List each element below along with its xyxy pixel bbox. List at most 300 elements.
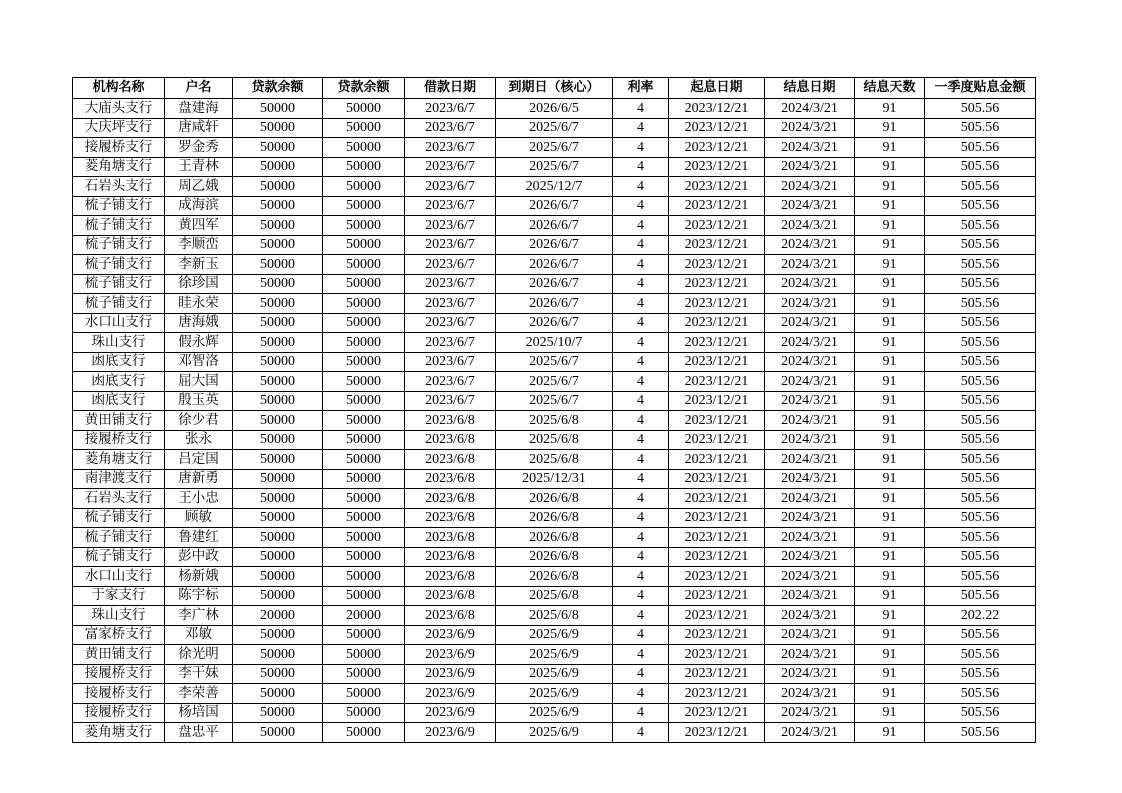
interest-rate-cell: 4 [613,586,669,606]
maturity-date-cell: 2025/6/9 [496,684,613,704]
settlement-days-cell: 91 [855,703,925,723]
settlement-days-cell: 91 [855,664,925,684]
interest-rate-cell: 4 [613,645,669,665]
maturity-date-cell: 2025/6/8 [496,586,613,606]
settlement-date-cell: 2024/3/21 [765,684,855,704]
account-name-cell: 罗金秀 [165,138,233,158]
loan-balance-2-cell: 50000 [323,157,405,177]
q1-subsidy-cell: 505.56 [925,547,1036,567]
branch-cell: 凼底支行 [73,391,165,411]
branch-cell: 梳子铺支行 [73,216,165,236]
account-name-cell: 盘建海 [165,99,233,119]
table-row [73,567,1036,587]
q1-subsidy-cell: 505.56 [925,723,1036,743]
loan-date-cell: 2023/6/7 [405,294,496,314]
loan-balance-cell: 50000 [233,138,323,158]
settlement-date-cell: 2024/3/21 [765,703,855,723]
branch-cell: 菱角塘支行 [73,157,165,177]
settlement-days-cell: 91 [855,235,925,255]
accrual-start-cell: 2023/12/21 [669,255,765,275]
branch-cell: 富家桥支行 [73,625,165,645]
q1-subsidy-cell: 505.56 [925,450,1036,470]
interest-rate-cell: 4 [613,547,669,567]
table-row [73,684,1036,704]
settlement-date-cell: 2024/3/21 [765,528,855,548]
maturity-date-cell: 2025/6/7 [496,372,613,392]
loan-date-cell: 2023/6/7 [405,333,496,353]
loan-date-cell: 2023/6/7 [405,177,496,197]
loan-date-cell: 2023/6/7 [405,372,496,392]
accrual-start-cell: 2023/12/21 [669,528,765,548]
account-name-cell: 李顺峦 [165,235,233,255]
loan-balance-2-cell: 50000 [323,177,405,197]
header-maturity-date: 到期日（核心） [496,78,613,99]
interest-rate-cell: 4 [613,99,669,119]
loan-balance-cell: 50000 [233,391,323,411]
header-loan-date: 借款日期 [405,78,496,99]
header-row [73,78,1036,99]
maturity-date-cell: 2026/6/8 [496,528,613,548]
accrual-start-cell: 2023/12/21 [669,567,765,587]
account-name-cell: 李荣善 [165,684,233,704]
settlement-days-cell: 91 [855,372,925,392]
settlement-days-cell: 91 [855,274,925,294]
loan-date-cell: 2023/6/7 [405,118,496,138]
loan-balance-2-cell: 50000 [323,372,405,392]
maturity-date-cell: 2026/6/8 [496,547,613,567]
table-row [73,664,1036,684]
settlement-days-cell: 91 [855,625,925,645]
header-settlement-days: 结息天数 [855,78,925,99]
table-row [73,235,1036,255]
q1-subsidy-cell: 505.56 [925,372,1036,392]
q1-subsidy-cell: 505.56 [925,645,1036,665]
settlement-date-cell: 2024/3/21 [765,606,855,626]
maturity-date-cell: 2025/12/7 [496,177,613,197]
header-branch: 机构名称 [73,78,165,99]
loan-date-cell: 2023/6/8 [405,411,496,431]
settlement-days-cell: 91 [855,99,925,119]
maturity-date-cell: 2025/6/7 [496,157,613,177]
loan-balance-cell: 50000 [233,118,323,138]
loan-balance-cell: 50000 [233,333,323,353]
account-name-cell: 李广林 [165,606,233,626]
q1-subsidy-cell: 505.56 [925,352,1036,372]
branch-cell: 水口山支行 [73,567,165,587]
loan-date-cell: 2023/6/8 [405,528,496,548]
interest-rate-cell: 4 [613,313,669,333]
header-q1-subsidy: 一季度贴息金额 [925,78,1036,99]
interest-rate-cell: 4 [613,430,669,450]
settlement-days-cell: 91 [855,411,925,431]
branch-cell: 珠山支行 [73,606,165,626]
table-row [73,411,1036,431]
loan-balance-2-cell: 50000 [323,352,405,372]
branch-cell: 接履桥支行 [73,684,165,704]
q1-subsidy-cell: 505.56 [925,567,1036,587]
loan-date-cell: 2023/6/8 [405,450,496,470]
branch-cell: 接履桥支行 [73,430,165,450]
table-row [73,274,1036,294]
branch-cell: 大庙头支行 [73,99,165,119]
settlement-days-cell: 91 [855,391,925,411]
loan-balance-cell: 50000 [233,723,323,743]
table-row [73,508,1036,528]
branch-cell: 凼底支行 [73,372,165,392]
settlement-date-cell: 2024/3/21 [765,216,855,236]
settlement-days-cell: 91 [855,157,925,177]
loan-date-cell: 2023/6/9 [405,625,496,645]
account-name-cell: 黄四军 [165,216,233,236]
settlement-date-cell: 2024/3/21 [765,547,855,567]
settlement-date-cell: 2024/3/21 [765,586,855,606]
account-name-cell: 陈宇标 [165,586,233,606]
loan-balance-2-cell: 50000 [323,333,405,353]
accrual-start-cell: 2023/12/21 [669,177,765,197]
interest-rate-cell: 4 [613,372,669,392]
settlement-days-cell: 91 [855,489,925,509]
accrual-start-cell: 2023/12/21 [669,352,765,372]
account-name-cell: 张永 [165,430,233,450]
table-row [73,547,1036,567]
settlement-date-cell: 2024/3/21 [765,508,855,528]
accrual-start-cell: 2023/12/21 [669,274,765,294]
table-row [73,99,1036,119]
loan-date-cell: 2023/6/7 [405,196,496,216]
interest-rate-cell: 4 [613,177,669,197]
loan-balance-cell: 50000 [233,489,323,509]
loan-date-cell: 2023/6/7 [405,235,496,255]
account-name-cell: 唐咸轩 [165,118,233,138]
interest-rate-cell: 4 [613,450,669,470]
accrual-start-cell: 2023/12/21 [669,606,765,626]
settlement-days-cell: 91 [855,684,925,704]
accrual-start-cell: 2023/12/21 [669,489,765,509]
branch-cell: 接履桥支行 [73,703,165,723]
branch-cell: 梳子铺支行 [73,508,165,528]
table-row [73,625,1036,645]
loan-balance-2-cell: 50000 [323,294,405,314]
loan-balance-cell: 50000 [233,567,323,587]
header-accrual-start: 起息日期 [669,78,765,99]
loan-balance-2-cell: 50000 [323,547,405,567]
settlement-date-cell: 2024/3/21 [765,118,855,138]
branch-cell: 凼底支行 [73,352,165,372]
branch-cell: 黄田铺支行 [73,645,165,665]
account-name-cell: 眭永荣 [165,294,233,314]
accrual-start-cell: 2023/12/21 [669,664,765,684]
q1-subsidy-cell: 505.56 [925,703,1036,723]
accrual-start-cell: 2023/12/21 [669,625,765,645]
accrual-start-cell: 2023/12/21 [669,508,765,528]
maturity-date-cell: 2025/6/7 [496,138,613,158]
interest-rate-cell: 4 [613,723,669,743]
q1-subsidy-cell: 505.56 [925,684,1036,704]
loan-date-cell: 2023/6/8 [405,547,496,567]
interest-rate-cell: 4 [613,216,669,236]
settlement-days-cell: 91 [855,138,925,158]
q1-subsidy-cell: 505.56 [925,664,1036,684]
loan-balance-cell: 50000 [233,586,323,606]
settlement-date-cell: 2024/3/21 [765,625,855,645]
maturity-date-cell: 2025/10/7 [496,333,613,353]
loan-date-cell: 2023/6/8 [405,508,496,528]
account-name-cell: 杨新娥 [165,567,233,587]
table-row [73,489,1036,509]
maturity-date-cell: 2026/6/5 [496,99,613,119]
loan-balance-cell: 50000 [233,469,323,489]
loan-balance-cell: 50000 [233,645,323,665]
accrual-start-cell: 2023/12/21 [669,450,765,470]
loan-date-cell: 2023/6/8 [405,489,496,509]
maturity-date-cell: 2026/6/7 [496,216,613,236]
account-name-cell: 杨培国 [165,703,233,723]
accrual-start-cell: 2023/12/21 [669,430,765,450]
branch-cell: 大庆坪支行 [73,118,165,138]
interest-rate-cell: 4 [613,294,669,314]
settlement-date-cell: 2024/3/21 [765,274,855,294]
loan-balance-2-cell: 50000 [323,430,405,450]
table-row [73,430,1036,450]
q1-subsidy-cell: 505.56 [925,255,1036,275]
loan-date-cell: 2023/6/7 [405,157,496,177]
account-name-cell: 屈大国 [165,372,233,392]
settlement-date-cell: 2024/3/21 [765,138,855,158]
maturity-date-cell: 2025/6/8 [496,450,613,470]
maturity-date-cell: 2026/6/8 [496,489,613,509]
accrual-start-cell: 2023/12/21 [669,196,765,216]
interest-rate-cell: 4 [613,391,669,411]
interest-rate-cell: 4 [613,157,669,177]
q1-subsidy-cell: 505.56 [925,430,1036,450]
loan-date-cell: 2023/6/9 [405,703,496,723]
account-name-cell: 王青林 [165,157,233,177]
loan-balance-2-cell: 20000 [323,606,405,626]
table-row [73,528,1036,548]
loan-balance-2-cell: 50000 [323,255,405,275]
loan-balance-2-cell: 50000 [323,684,405,704]
loan-balance-cell: 50000 [233,625,323,645]
branch-cell: 梳子铺支行 [73,235,165,255]
loan-date-cell: 2023/6/8 [405,430,496,450]
loan-balance-cell: 50000 [233,235,323,255]
account-name-cell: 殷玉英 [165,391,233,411]
settlement-days-cell: 91 [855,313,925,333]
loan-date-cell: 2023/6/7 [405,352,496,372]
interest-rate-cell: 4 [613,606,669,626]
settlement-days-cell: 91 [855,450,925,470]
table-row [73,157,1036,177]
accrual-start-cell: 2023/12/21 [669,333,765,353]
settlement-date-cell: 2024/3/21 [765,99,855,119]
settlement-days-cell: 91 [855,567,925,587]
branch-cell: 南津渡支行 [73,469,165,489]
branch-cell: 黄田铺支行 [73,411,165,431]
loan-balance-cell: 50000 [233,508,323,528]
loan-balance-cell: 50000 [233,372,323,392]
header-interest-rate: 利率 [613,78,669,99]
maturity-date-cell: 2025/6/7 [496,118,613,138]
settlement-date-cell: 2024/3/21 [765,723,855,743]
q1-subsidy-cell: 505.56 [925,489,1036,509]
loan-balance-2-cell: 50000 [323,528,405,548]
accrual-start-cell: 2023/12/21 [669,235,765,255]
loan-balance-cell: 50000 [233,547,323,567]
settlement-days-cell: 91 [855,586,925,606]
header-account-name: 户名 [165,78,233,99]
interest-rate-cell: 4 [613,508,669,528]
maturity-date-cell: 2025/6/8 [496,411,613,431]
table-row [73,333,1036,353]
accrual-start-cell: 2023/12/21 [669,138,765,158]
loan-balance-2-cell: 50000 [323,489,405,509]
settlement-date-cell: 2024/3/21 [765,489,855,509]
branch-cell: 石岩头支行 [73,177,165,197]
loan-balance-cell: 50000 [233,99,323,119]
loan-date-cell: 2023/6/7 [405,255,496,275]
header-loan-balance: 贷款余额 [233,78,323,99]
q1-subsidy-cell: 505.56 [925,333,1036,353]
interest-rate-cell: 4 [613,333,669,353]
interest-rate-cell: 4 [613,684,669,704]
account-name-cell: 徐光明 [165,645,233,665]
accrual-start-cell: 2023/12/21 [669,684,765,704]
loan-balance-2-cell: 50000 [323,508,405,528]
account-name-cell: 顾敏 [165,508,233,528]
q1-subsidy-cell: 505.56 [925,411,1036,431]
loan-date-cell: 2023/6/7 [405,99,496,119]
maturity-date-cell: 2026/6/7 [496,235,613,255]
table-row [73,372,1036,392]
table-row [73,216,1036,236]
branch-cell: 梳子铺支行 [73,294,165,314]
branch-cell: 梳子铺支行 [73,255,165,275]
loan-balance-cell: 50000 [233,528,323,548]
account-name-cell: 唐新勇 [165,469,233,489]
loan-balance-2-cell: 50000 [323,625,405,645]
settlement-days-cell: 91 [855,118,925,138]
loan-date-cell: 2023/6/7 [405,313,496,333]
loan-balance-2-cell: 50000 [323,567,405,587]
maturity-date-cell: 2025/6/8 [496,430,613,450]
loan-balance-cell: 50000 [233,196,323,216]
settlement-days-cell: 91 [855,606,925,626]
table-row [73,606,1036,626]
interest-rate-cell: 4 [613,664,669,684]
interest-rate-cell: 4 [613,469,669,489]
loan-balance-cell: 50000 [233,313,323,333]
settlement-date-cell: 2024/3/21 [765,469,855,489]
account-name-cell: 徐珍国 [165,274,233,294]
account-name-cell: 假永辉 [165,333,233,353]
loan-balance-cell: 50000 [233,430,323,450]
q1-subsidy-cell: 505.56 [925,528,1036,548]
settlement-date-cell: 2024/3/21 [765,196,855,216]
loan-balance-2-cell: 50000 [323,216,405,236]
loan-date-cell: 2023/6/9 [405,645,496,665]
q1-subsidy-cell: 505.56 [925,196,1036,216]
settlement-date-cell: 2024/3/21 [765,352,855,372]
maturity-date-cell: 2026/6/7 [496,313,613,333]
loan-balance-2-cell: 50000 [323,664,405,684]
table-row [73,255,1036,275]
q1-subsidy-cell: 505.56 [925,469,1036,489]
table-row [73,469,1036,489]
settlement-date-cell: 2024/3/21 [765,372,855,392]
loan-balance-2-cell: 50000 [323,586,405,606]
branch-cell: 梳子铺支行 [73,196,165,216]
loan-balance-2-cell: 50000 [323,723,405,743]
loan-interest-table [72,77,1036,743]
branch-cell: 接履桥支行 [73,664,165,684]
loan-date-cell: 2023/6/9 [405,684,496,704]
maturity-date-cell: 2025/6/9 [496,664,613,684]
table-row [73,177,1036,197]
account-name-cell: 王小忠 [165,489,233,509]
settlement-date-cell: 2024/3/21 [765,411,855,431]
account-name-cell: 成海滨 [165,196,233,216]
q1-subsidy-cell: 202.22 [925,606,1036,626]
loan-balance-2-cell: 50000 [323,703,405,723]
branch-cell: 菱角塘支行 [73,450,165,470]
account-name-cell: 彭中政 [165,547,233,567]
branch-cell: 梳子铺支行 [73,547,165,567]
loan-balance-cell: 50000 [233,274,323,294]
q1-subsidy-cell: 505.56 [925,157,1036,177]
loan-balance-2-cell: 50000 [323,411,405,431]
maturity-date-cell: 2025/6/9 [496,703,613,723]
maturity-date-cell: 2025/12/31 [496,469,613,489]
table-row [73,723,1036,743]
settlement-date-cell: 2024/3/21 [765,333,855,353]
loan-balance-cell: 50000 [233,352,323,372]
settlement-date-cell: 2024/3/21 [765,664,855,684]
account-name-cell: 盘忠平 [165,723,233,743]
settlement-date-cell: 2024/3/21 [765,294,855,314]
maturity-date-cell: 2026/6/7 [496,274,613,294]
settlement-date-cell: 2024/3/21 [765,645,855,665]
accrual-start-cell: 2023/12/21 [669,586,765,606]
loan-date-cell: 2023/6/8 [405,606,496,626]
settlement-date-cell: 2024/3/21 [765,567,855,587]
loan-balance-cell: 50000 [233,294,323,314]
account-name-cell: 周乙娥 [165,177,233,197]
settlement-days-cell: 91 [855,352,925,372]
settlement-days-cell: 91 [855,333,925,353]
table-row [73,450,1036,470]
accrual-start-cell: 2023/12/21 [669,294,765,314]
table-row [73,586,1036,606]
settlement-days-cell: 91 [855,547,925,567]
interest-rate-cell: 4 [613,138,669,158]
settlement-days-cell: 91 [855,255,925,275]
loan-balance-2-cell: 50000 [323,235,405,255]
interest-rate-cell: 4 [613,567,669,587]
branch-cell: 石岩头支行 [73,489,165,509]
settlement-days-cell: 91 [855,469,925,489]
accrual-start-cell: 2023/12/21 [669,391,765,411]
loan-balance-2-cell: 50000 [323,118,405,138]
loan-date-cell: 2023/6/7 [405,391,496,411]
loan-balance-2-cell: 50000 [323,196,405,216]
loan-balance-cell: 50000 [233,255,323,275]
q1-subsidy-cell: 505.56 [925,235,1036,255]
loan-balance-cell: 50000 [233,177,323,197]
loan-balance-cell: 50000 [233,411,323,431]
accrual-start-cell: 2023/12/21 [669,703,765,723]
loan-date-cell: 2023/6/7 [405,216,496,236]
loan-date-cell: 2023/6/9 [405,723,496,743]
